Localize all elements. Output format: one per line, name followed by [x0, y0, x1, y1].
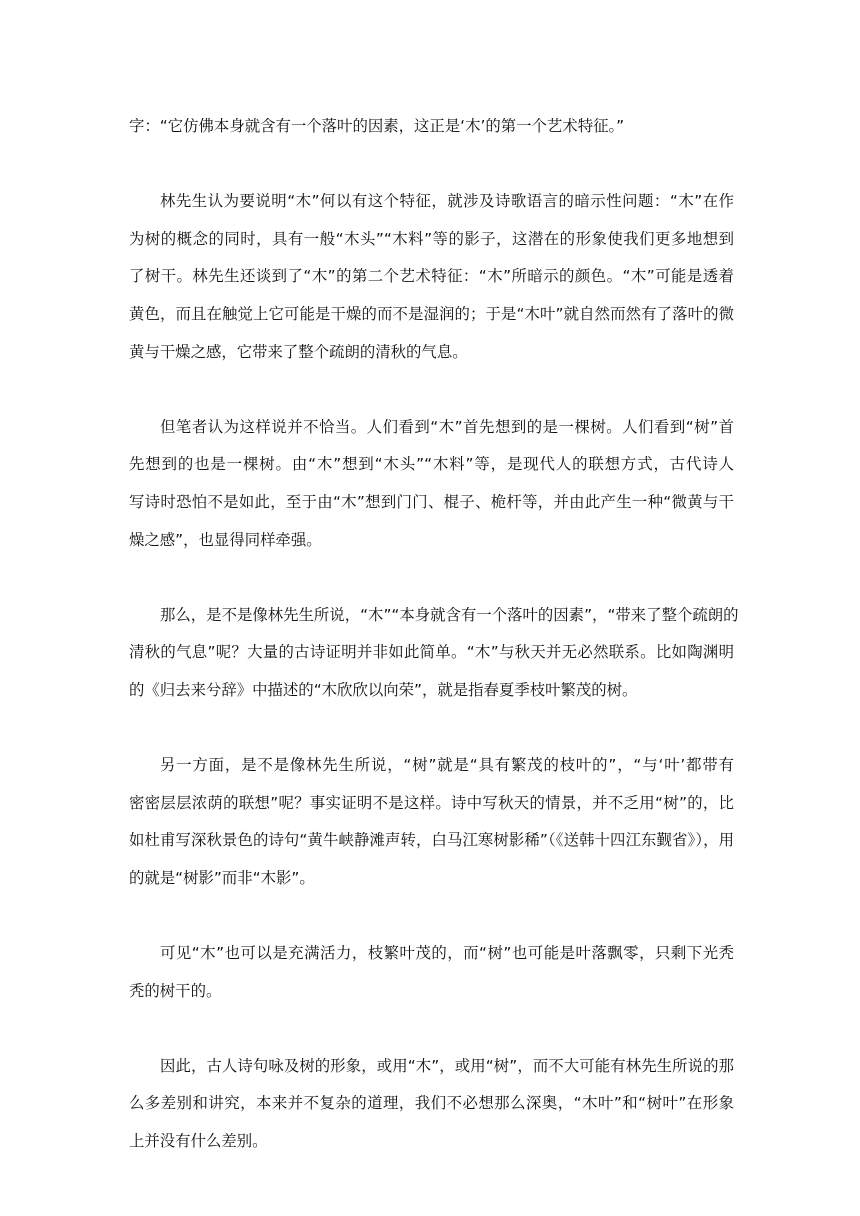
paragraph-spacer [129, 710, 734, 748]
paragraph-line: 但笔者认为这样说并不恰当。人们看到“木”首先想到的是一棵树。人们看到“树”首 [160, 417, 734, 436]
paragraph-4 [129, 597, 739, 710]
paragraph-line: 密密层层浓荫的联想”呢？事实证明不是这样。诗中写秋天的情景，并不乏用“树”的，比 [129, 793, 734, 812]
paragraph-spacer [129, 559, 734, 597]
paragraph-spacer [129, 371, 734, 409]
paragraph-line: 的《归去来兮辞》中描述的“木欣欣以向荣”，就是指春夏季枝叶繁茂的树。 [129, 680, 638, 699]
paragraph-line: 先想到的也是一棵树。由“木”想到“木头”“木料”等，是现代人的联想方式，古代诗人 [129, 455, 734, 474]
paragraph-line: 另一方面，是不是像林先生所说，“树”就是“具有繁茂的枝叶的”，“与‘叶’都带有 [160, 756, 734, 775]
article-body [129, 108, 739, 1161]
paragraph-line: 秃的树干的。 [129, 981, 222, 1000]
paragraph-spacer [129, 146, 734, 184]
paragraph-line: 因此，古人诗句咏及树的形象，或用“木”，或用“树”，而不大可能有林先生所说的那 [160, 1056, 734, 1075]
paragraph-line: 了树干。林先生还谈到了“木”的第二个艺术特征：“木”所暗示的颜色。“木”可能是透着 [129, 267, 734, 286]
paragraph-line: 字：“它仿佛本身就含有一个落叶的因素，这正是‘木’的第一个艺术特征。” [129, 117, 625, 135]
paragraph-line: 黄色，而且在触觉上它可能是干燥的而不是湿润的；于是“木叶”就自然而然有了落叶的微 [129, 304, 734, 323]
paragraph-line: 上并没有什么差别。 [129, 1132, 268, 1151]
paragraph-line: 为树的概念的同时，具有一般“木头”“木料”等的影子，这潜在的形象使我们更多地想到 [129, 229, 734, 248]
paragraph-line: 燥之感”，也显得同样牵强。 [129, 530, 322, 549]
paragraph-line: 的就是“树影”而非“木影”。 [129, 868, 315, 887]
paragraph-1 [129, 108, 734, 146]
paragraph-2 [129, 183, 734, 371]
paragraph-spacer [129, 897, 734, 935]
paragraph-line: 黄与干燥之感，它带来了整个疏朗的清秋的气息。 [129, 342, 468, 361]
paragraph-line: 可见“木”也可以是充满活力，枝繁叶茂的，而“树”也可能是叶落飘零，只剩下光秃 [160, 944, 734, 963]
paragraph-line: 如杜甫写深秋景色的诗句“黄牛峡静滩声转，白马江寒树影稀”（《送韩十四江东觐省》），用 [129, 831, 734, 850]
paragraph-5 [129, 747, 734, 897]
paragraph-line: 那么，是不是像林先生所说，“木”“本身就含有一个落叶的因素”，“带来了整个疏朗的 [160, 605, 739, 624]
paragraph-6 [129, 935, 734, 1010]
paragraph-7 [129, 1048, 734, 1161]
paragraph-line: 清秋的气息”呢？大量的古诗证明并非如此简单。“木”与秋天并无必然联系。比如陶渊明 [129, 643, 734, 662]
paragraph-line: 么多差别和讲究，本来并不复杂的道理，我们不必想那么深奥，“木叶”和“树叶”在形象 [129, 1094, 734, 1113]
paragraph-line: 写诗时恐怕不是如此，至于由“木”想到门门、棍子、桅杆等，并由此产生一种“微黄与干 [129, 492, 734, 511]
paragraph-spacer [129, 1010, 734, 1048]
paragraph-3 [129, 409, 734, 559]
paragraph-line: 林先生认为要说明“木”何以有这个特征，就涉及诗歌语言的暗示性问题：“木”在作 [160, 192, 734, 211]
